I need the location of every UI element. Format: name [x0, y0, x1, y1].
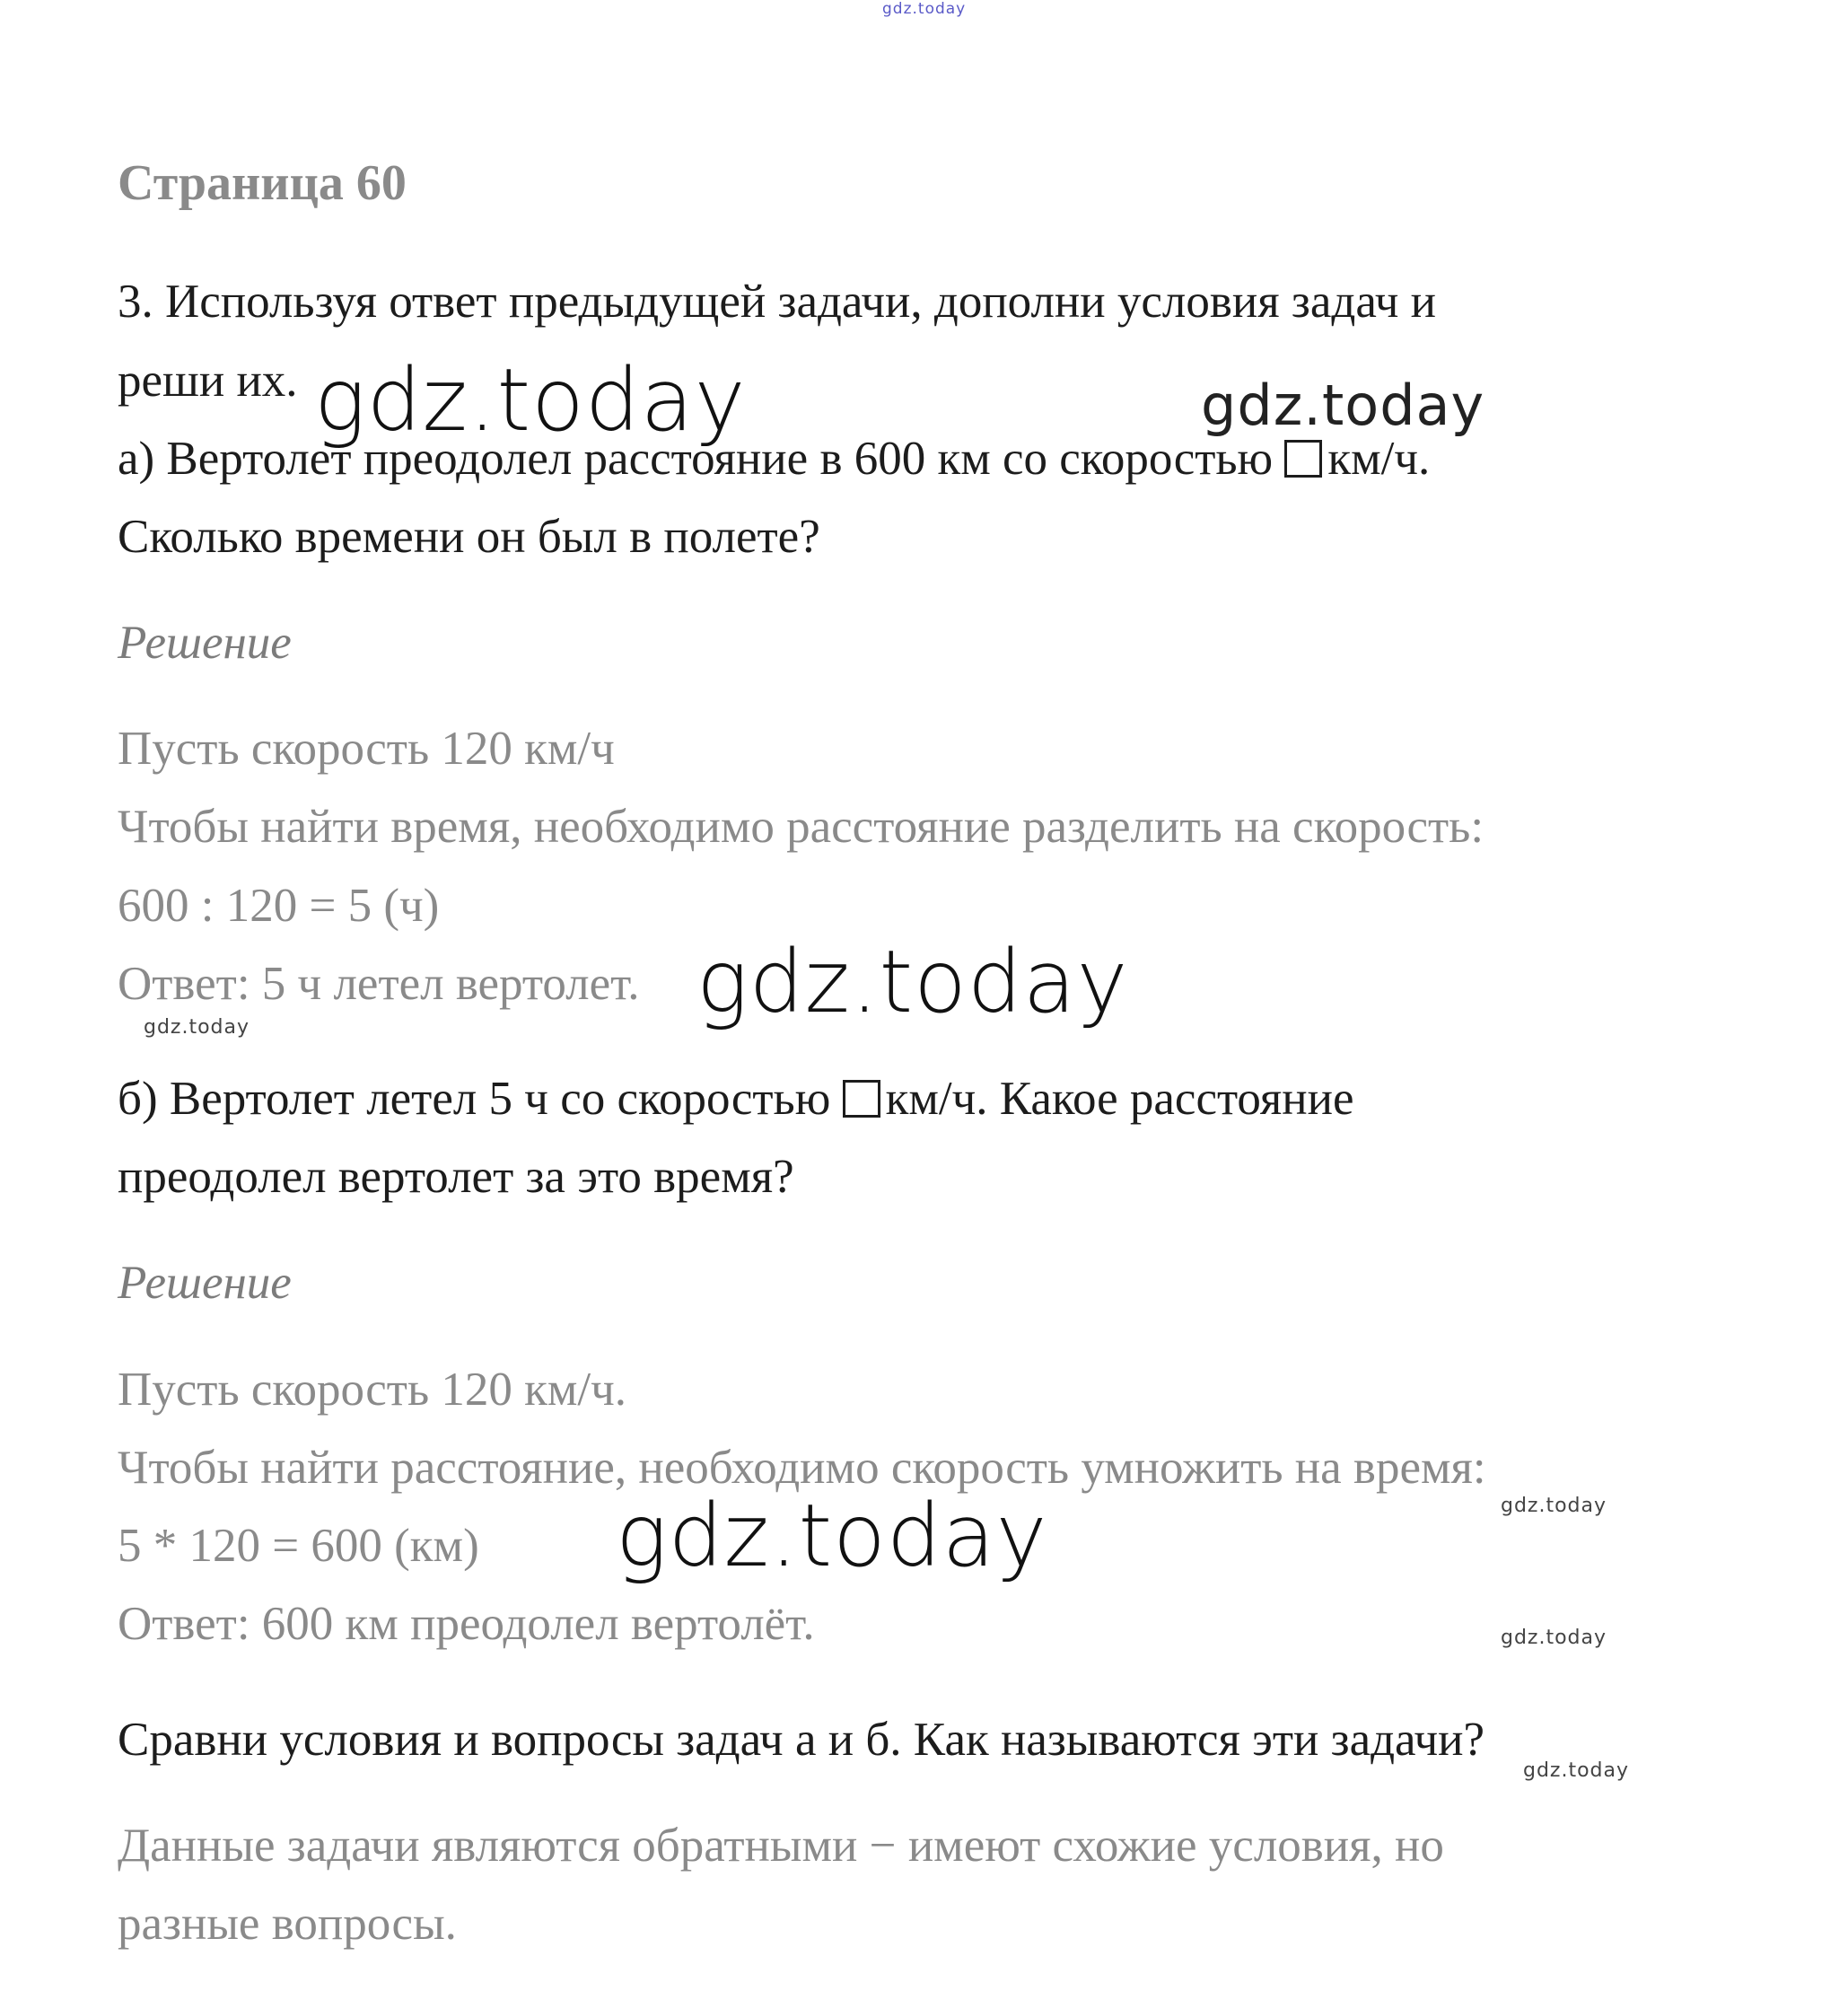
watermark-large-1: gdz.today — [314, 350, 747, 451]
compare-answer-line-2: разные вопросы. — [118, 1898, 457, 1950]
compare-answer-line-1: Данные задачи являются обратными − имеют схожие условия, но — [118, 1820, 1444, 1872]
part-a-solution-line-2: Чтобы найти время, необходимо расстояние разделить на скорость: — [118, 801, 1485, 853]
watermark-large-2: gdz.today — [696, 932, 1129, 1032]
part-b-solution-line-2: Чтобы найти расстояние, необходимо скорость умножить на время: — [118, 1442, 1486, 1494]
part-a-line-2: Сколько времени он был в полете? — [118, 511, 820, 563]
compare-question: Сравни условия и вопросы задач а и б. Как называются эти задачи? — [118, 1714, 1485, 1766]
task-line-2: реши их. — [118, 355, 298, 407]
watermark-small-3: gdz.today — [1501, 1627, 1607, 1649]
watermark-large-3: gdz.today — [616, 1486, 1048, 1586]
part-a-solution-line-1: Пусть скорость 120 км/ч — [118, 723, 615, 775]
part-a-line-1 — [118, 435, 1430, 483]
blank-box-icon — [843, 1080, 880, 1118]
part-b-text-after: км/ч. Какое расстояние — [885, 1073, 1354, 1125]
watermark-top: gdz.today — [882, 0, 967, 18]
part-a-text-after: км/ч. — [1327, 433, 1431, 485]
part-a-solution-line-3: 600 : 120 = 5 (ч) — [118, 880, 440, 932]
part-b-text-before: б) Вертолет летел 5 ч со скоростью — [118, 1073, 843, 1125]
task-line-1: 3. Используя ответ предыдущей задачи, дополни условия задач и — [118, 276, 1436, 328]
part-b-line-1 — [118, 1075, 1354, 1123]
part-b-answer: Ответ: 600 км преодолел вертолёт. — [118, 1598, 815, 1650]
watermark-small-1: gdz.today — [144, 1016, 250, 1039]
part-a-answer: Ответ: 5 ч летел вертолет. — [118, 958, 640, 1010]
part-a-text-before: а) Вертолет преодолел расстояние в 600 км со скоростью — [118, 433, 1285, 485]
part-b-solution-label: Решение — [118, 1257, 292, 1309]
blank-box-icon — [1284, 440, 1322, 478]
watermark-small-2: gdz.today — [1501, 1495, 1607, 1517]
part-b-solution-line-1: Пусть скорость 120 км/ч. — [118, 1364, 627, 1416]
watermark-medium: gdz.today — [1201, 373, 1485, 438]
page-title: Страница 60 — [118, 155, 407, 211]
part-b-line-2: преодолел вертолет за это время? — [118, 1151, 794, 1203]
watermark-small-4: gdz.today — [1523, 1759, 1630, 1782]
part-a-solution-label: Решение — [118, 617, 292, 669]
part-b-solution-line-3: 5 * 120 = 600 (км) — [118, 1520, 479, 1572]
